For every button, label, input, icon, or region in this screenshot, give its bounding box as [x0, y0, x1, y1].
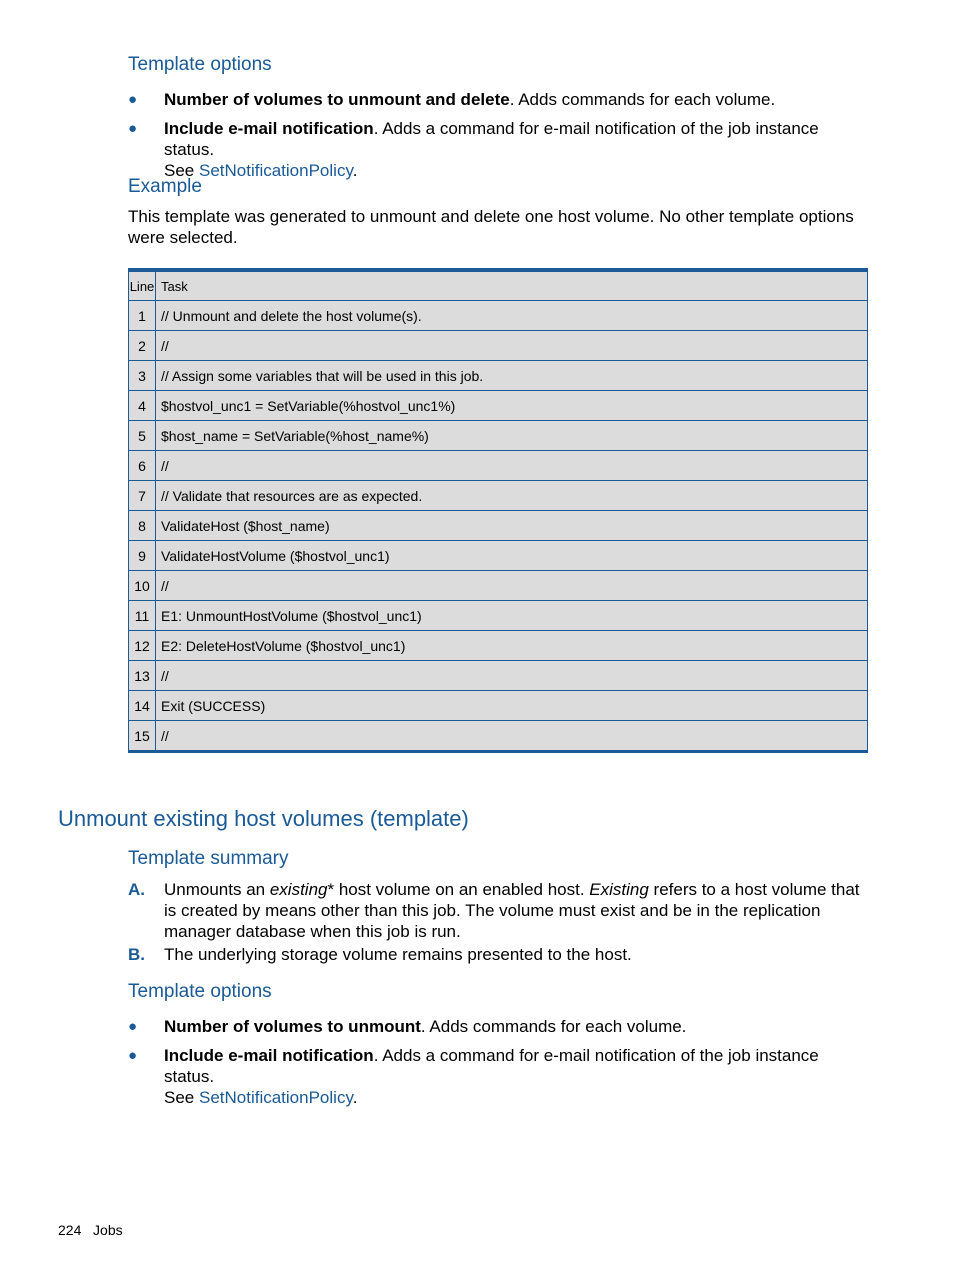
template-summary-heading: Template summary: [128, 848, 289, 869]
task-cell: //: [156, 661, 868, 691]
table-header-row: [129, 270, 868, 301]
line-cell: 10: [129, 571, 156, 601]
table-row: [129, 391, 868, 421]
task-cell: $hostvol_unc1 = SetVariable(%hostvol_unc1%): [156, 391, 868, 421]
task-cell: ValidateHost ($host_name): [156, 511, 868, 541]
line-cell: 15: [129, 721, 156, 752]
option-description: . Adds commands for each volume.: [420, 1017, 687, 1036]
line-cell: 14: [129, 691, 156, 721]
summary-text: refers to a host volume that is created by means other than this job. The volume must exist and be in the replication manager database when this job is run.: [164, 880, 860, 941]
option-name: Include e-mail notification: [164, 119, 374, 138]
task-cell: Exit (SUCCESS): [156, 691, 868, 721]
list-marker: B.: [128, 945, 145, 964]
task-cell: //: [156, 331, 868, 361]
summary-text: Unmounts an: [164, 880, 270, 899]
task-cell: E1: UnmountHostVolume ($hostvol_unc1): [156, 601, 868, 631]
line-header: Line: [129, 270, 156, 301]
line-cell: 13: [129, 661, 156, 691]
bullet-icon: ●: [128, 120, 138, 137]
task-cell: // Assign some variables that will be used in this job.: [156, 361, 868, 391]
option-description: . Adds a command for e-mail notification of the job instance status.: [164, 119, 819, 159]
summary-text: * host volume on an enabled host.: [327, 880, 590, 899]
bullet-icon: ●: [128, 1018, 138, 1035]
task-cell: //: [156, 451, 868, 481]
line-cell: 9: [129, 541, 156, 571]
see-text: See: [164, 161, 199, 180]
option-name: Number of volumes to unmount: [164, 1017, 421, 1036]
line-cell: 1: [129, 301, 156, 331]
task-header: Task: [156, 270, 868, 301]
task-cell: // Validate that resources are as expected.: [156, 481, 868, 511]
option-description: . Adds a command for e-mail notification of the job instance status.: [164, 1046, 819, 1086]
setnotificationpolicy-link[interactable]: SetNotificationPolicy: [198, 161, 353, 180]
see-text: See: [164, 1088, 199, 1107]
table-row: [129, 661, 868, 691]
option-name: Number of volumes to unmount and delete: [164, 90, 510, 109]
table-row: [129, 301, 868, 331]
table-row: [129, 571, 868, 601]
task-cell: // Unmount and delete the host volume(s).: [156, 301, 868, 331]
list-marker: A.: [128, 880, 145, 899]
line-cell: 3: [129, 361, 156, 391]
table-row: [129, 481, 868, 511]
example-table: [128, 268, 868, 753]
footer-section: Jobs: [93, 1222, 123, 1238]
option-description: . Adds commands for each volume.: [509, 90, 776, 109]
table-row: [129, 541, 868, 571]
template-options-heading: Template options: [128, 54, 272, 75]
line-cell: 8: [129, 511, 156, 541]
table-row: [129, 421, 868, 451]
section-title: Unmount existing host volumes (template): [58, 806, 469, 831]
example-text: This template was generated to unmount and delete one host volume. No other template options were selected.: [128, 207, 854, 247]
line-cell: 5: [129, 421, 156, 451]
line-cell: 6: [129, 451, 156, 481]
setnotificationpolicy-link[interactable]: SetNotificationPolicy: [198, 1088, 353, 1107]
task-cell: $host_name = SetVariable(%host_name%): [156, 421, 868, 451]
page-footer: [58, 1222, 123, 1238]
line-cell: 12: [129, 631, 156, 661]
line-cell: 11: [129, 601, 156, 631]
summary-text: The underlying storage volume remains presented to the host.: [164, 945, 632, 964]
table-row: [129, 361, 868, 391]
line-cell: 2: [129, 331, 156, 361]
option-name: Include e-mail notification: [164, 1046, 374, 1065]
page-number: 224: [58, 1222, 82, 1238]
example-heading: Example: [128, 176, 202, 197]
task-cell: ValidateHostVolume ($hostvol_unc1): [156, 541, 868, 571]
table-row: [129, 331, 868, 361]
emphasis: Existing: [589, 880, 649, 899]
bullet-icon: ●: [128, 91, 138, 108]
table-row: [129, 451, 868, 481]
table-row: [129, 691, 868, 721]
emphasis: existing: [269, 880, 328, 899]
task-cell: //: [156, 571, 868, 601]
task-cell: //: [156, 721, 868, 752]
task-cell: E2: DeleteHostVolume ($hostvol_unc1): [156, 631, 868, 661]
table-row: [129, 511, 868, 541]
bullet-icon: ●: [128, 1047, 138, 1064]
period: .: [352, 1088, 358, 1107]
table-row: [129, 601, 868, 631]
line-cell: 7: [129, 481, 156, 511]
template-options-heading: Template options: [128, 981, 272, 1002]
table-row: [129, 631, 868, 661]
table-row: [129, 721, 868, 752]
line-cell: 4: [129, 391, 156, 421]
period: .: [352, 161, 358, 180]
